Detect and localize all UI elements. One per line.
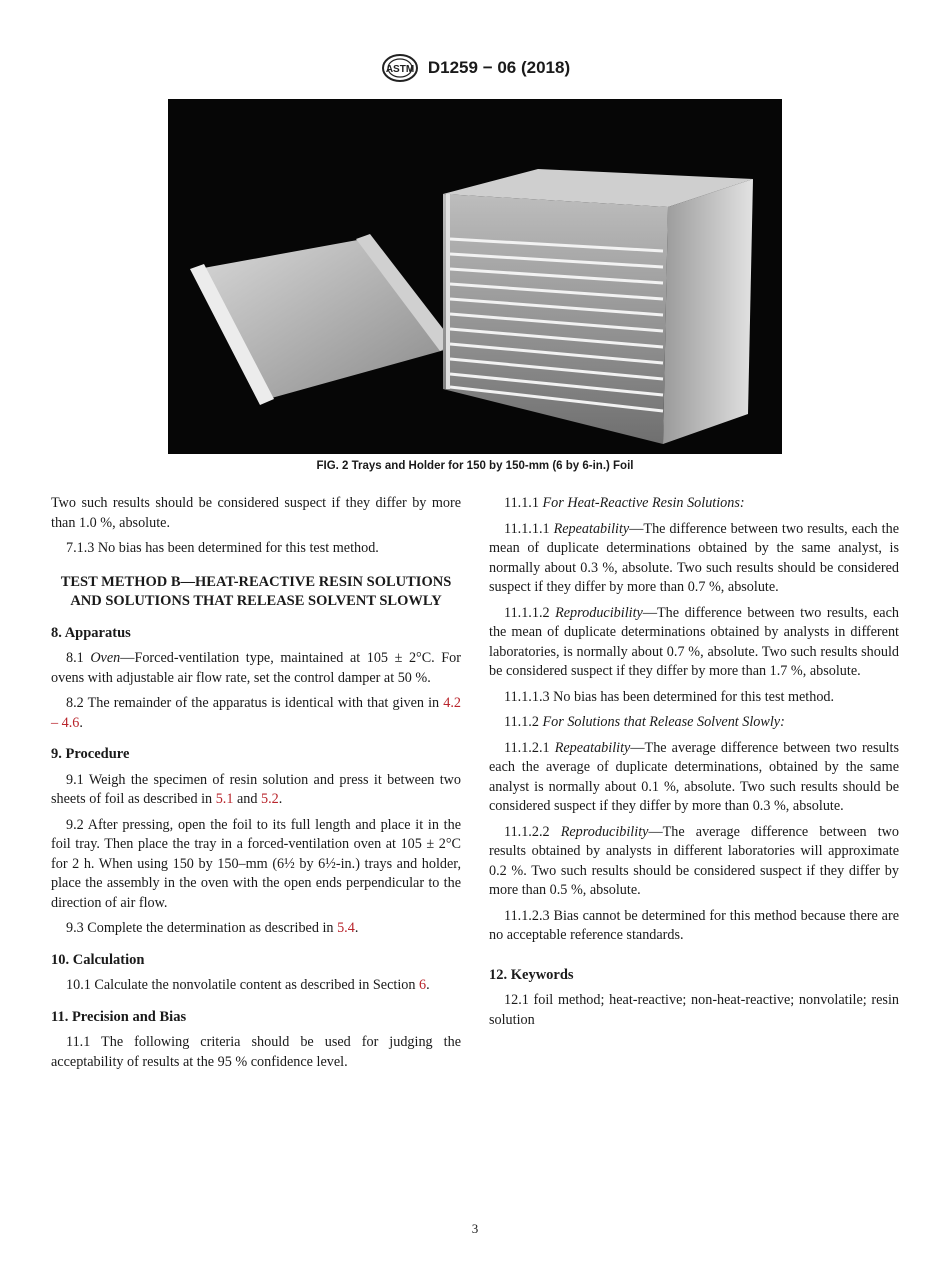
paragraph-11-1: 11.1 The following criteria should be used for judging the acceptability of results at the 95 % confidence level.	[51, 1034, 461, 1070]
link-5-1[interactable]: 5.1	[215, 791, 234, 807]
paragraph-11-1-1-1: 11.1.1.1 Repeatability—The difference between two results, each the mean of duplicate determinations obtained by the same analyst, is normally about 0.3 %, absolute. Two such results should be considered suspect if they differ by more than 0.7 %, absolute.	[489, 520, 899, 595]
paragraph-continuation: Two such results should be considered suspect if they differ by more than 1.0 %, absolute.	[51, 495, 461, 531]
right-column	[489, 494, 899, 1036]
paragraph-10-1: 10.1 Calculate the nonvolatile content as described in Section 6.	[66, 977, 430, 993]
left-column	[51, 494, 461, 1078]
section-8-title: 8. Apparatus	[51, 624, 131, 641]
link-5-4[interactable]: 5.4	[337, 920, 355, 936]
paragraph-8-1: 8.1 Oven—Forced-ventilation type, maintained at 105 ± 2°C. For ovens with adjustable air flow rate, set the control damper at 50 %.	[51, 650, 462, 686]
section-11-title: 11. Precision and Bias	[51, 1008, 187, 1025]
figure-caption: FIG. 2 Trays and Holder for 150 by 150-mm (6 by 6-in.) Foil	[316, 460, 634, 472]
paragraph-11-1-2-2: 11.1.2.2 Reproducibility—The average difference between two results obtained by analysts in different laboratories will approximate 0.2 %. Two such results should be considered suspect if they differ by more than 0.5 %, absolute.	[489, 823, 899, 898]
paragraph-11-1-2: 11.1.2 For Solutions that Release Solvent Slowly:	[504, 714, 785, 730]
paragraph-8-2: 8.2 The remainder of the apparatus is identical with that given in 4.2 – 4.6.	[51, 695, 461, 731]
document-designation: D1259 − 06 (2018)	[427, 58, 571, 77]
section-9-title: 9. Procedure	[51, 746, 130, 762]
link-5-2[interactable]: 5.2	[261, 791, 279, 807]
holder-side-panel	[663, 179, 753, 444]
link-6[interactable]: 6	[419, 977, 427, 993]
figure-photo	[168, 99, 782, 454]
paragraph-9-2: 9.2 After pressing, open the foil to its full length and place it in the foil tray. Then place the tray in a forced-ventilation oven at 105 ± 2°C for 2 h. When using 150 by 150–mm (6½ by 6½-in.) trays and holder, place the assembly in the oven with the open ends perpendicular to the direction of air flow.	[51, 816, 461, 911]
section-12-title: 12. Keywords	[489, 966, 574, 983]
section-10-title: 10. Calculation	[51, 951, 145, 968]
paragraph-11-1-1-3: 11.1.1.3 No bias has been determined for this test method.	[504, 688, 835, 705]
paragraph-11-1-2-3: 11.1.2.3 Bias cannot be determined for this method because there are no acceptable reference standards.	[489, 907, 899, 943]
astm-logo-icon	[380, 53, 420, 83]
paragraph-7-1-3: 7.1.3 No bias has been determined for this test method.	[66, 540, 379, 556]
paragraph-11-1-1: 11.1.1 For Heat-Reactive Resin Solutions:	[504, 495, 745, 511]
svg-text:ASTM: ASTM	[385, 64, 415, 75]
paragraph-11-1-1-2: 11.1.1.2 Reproducibility—The difference between two results, each the mean of duplicate determinations obtained by analysts in different laboratories, is normally about 0.7 %, absolute. Two such results should be considered suspect if they differ by more than 1.7 %, absolute.	[489, 604, 899, 679]
method-b-title: TEST METHOD B—HEAT-REACTIVE RESIN SOLUTIONS AND SOLUTIONS THAT RELEASE SOLVENT SLOWLY	[60, 573, 452, 609]
paragraph-12-1: 12.1 foil method; heat-reactive; non-heat-reactive; nonvolatile; resin solution	[489, 992, 899, 1028]
page-number: 3	[471, 1221, 479, 1236]
paragraph-9-1: 9.1 Weigh the specimen of resin solution and press it between two sheets of foil as described in 5.1 and 5.2.	[51, 771, 461, 807]
paragraph-11-1-2-1: 11.1.2.1 Repeatability—The average difference between two results each the average of duplicate determinations, obtained by the same analyst is normally about 0.1 %, absolute. Two such results should be considered suspect if they differ by more than 0.3 %, absolute.	[489, 739, 899, 814]
link-4-2-4-6[interactable]: 4.2 – 4.6	[51, 695, 461, 731]
page-header	[0, 52, 950, 84]
paragraph-9-3: 9.3 Complete the determination as described in 5.4.	[66, 920, 359, 936]
trays-and-holder-photo	[168, 99, 782, 454]
